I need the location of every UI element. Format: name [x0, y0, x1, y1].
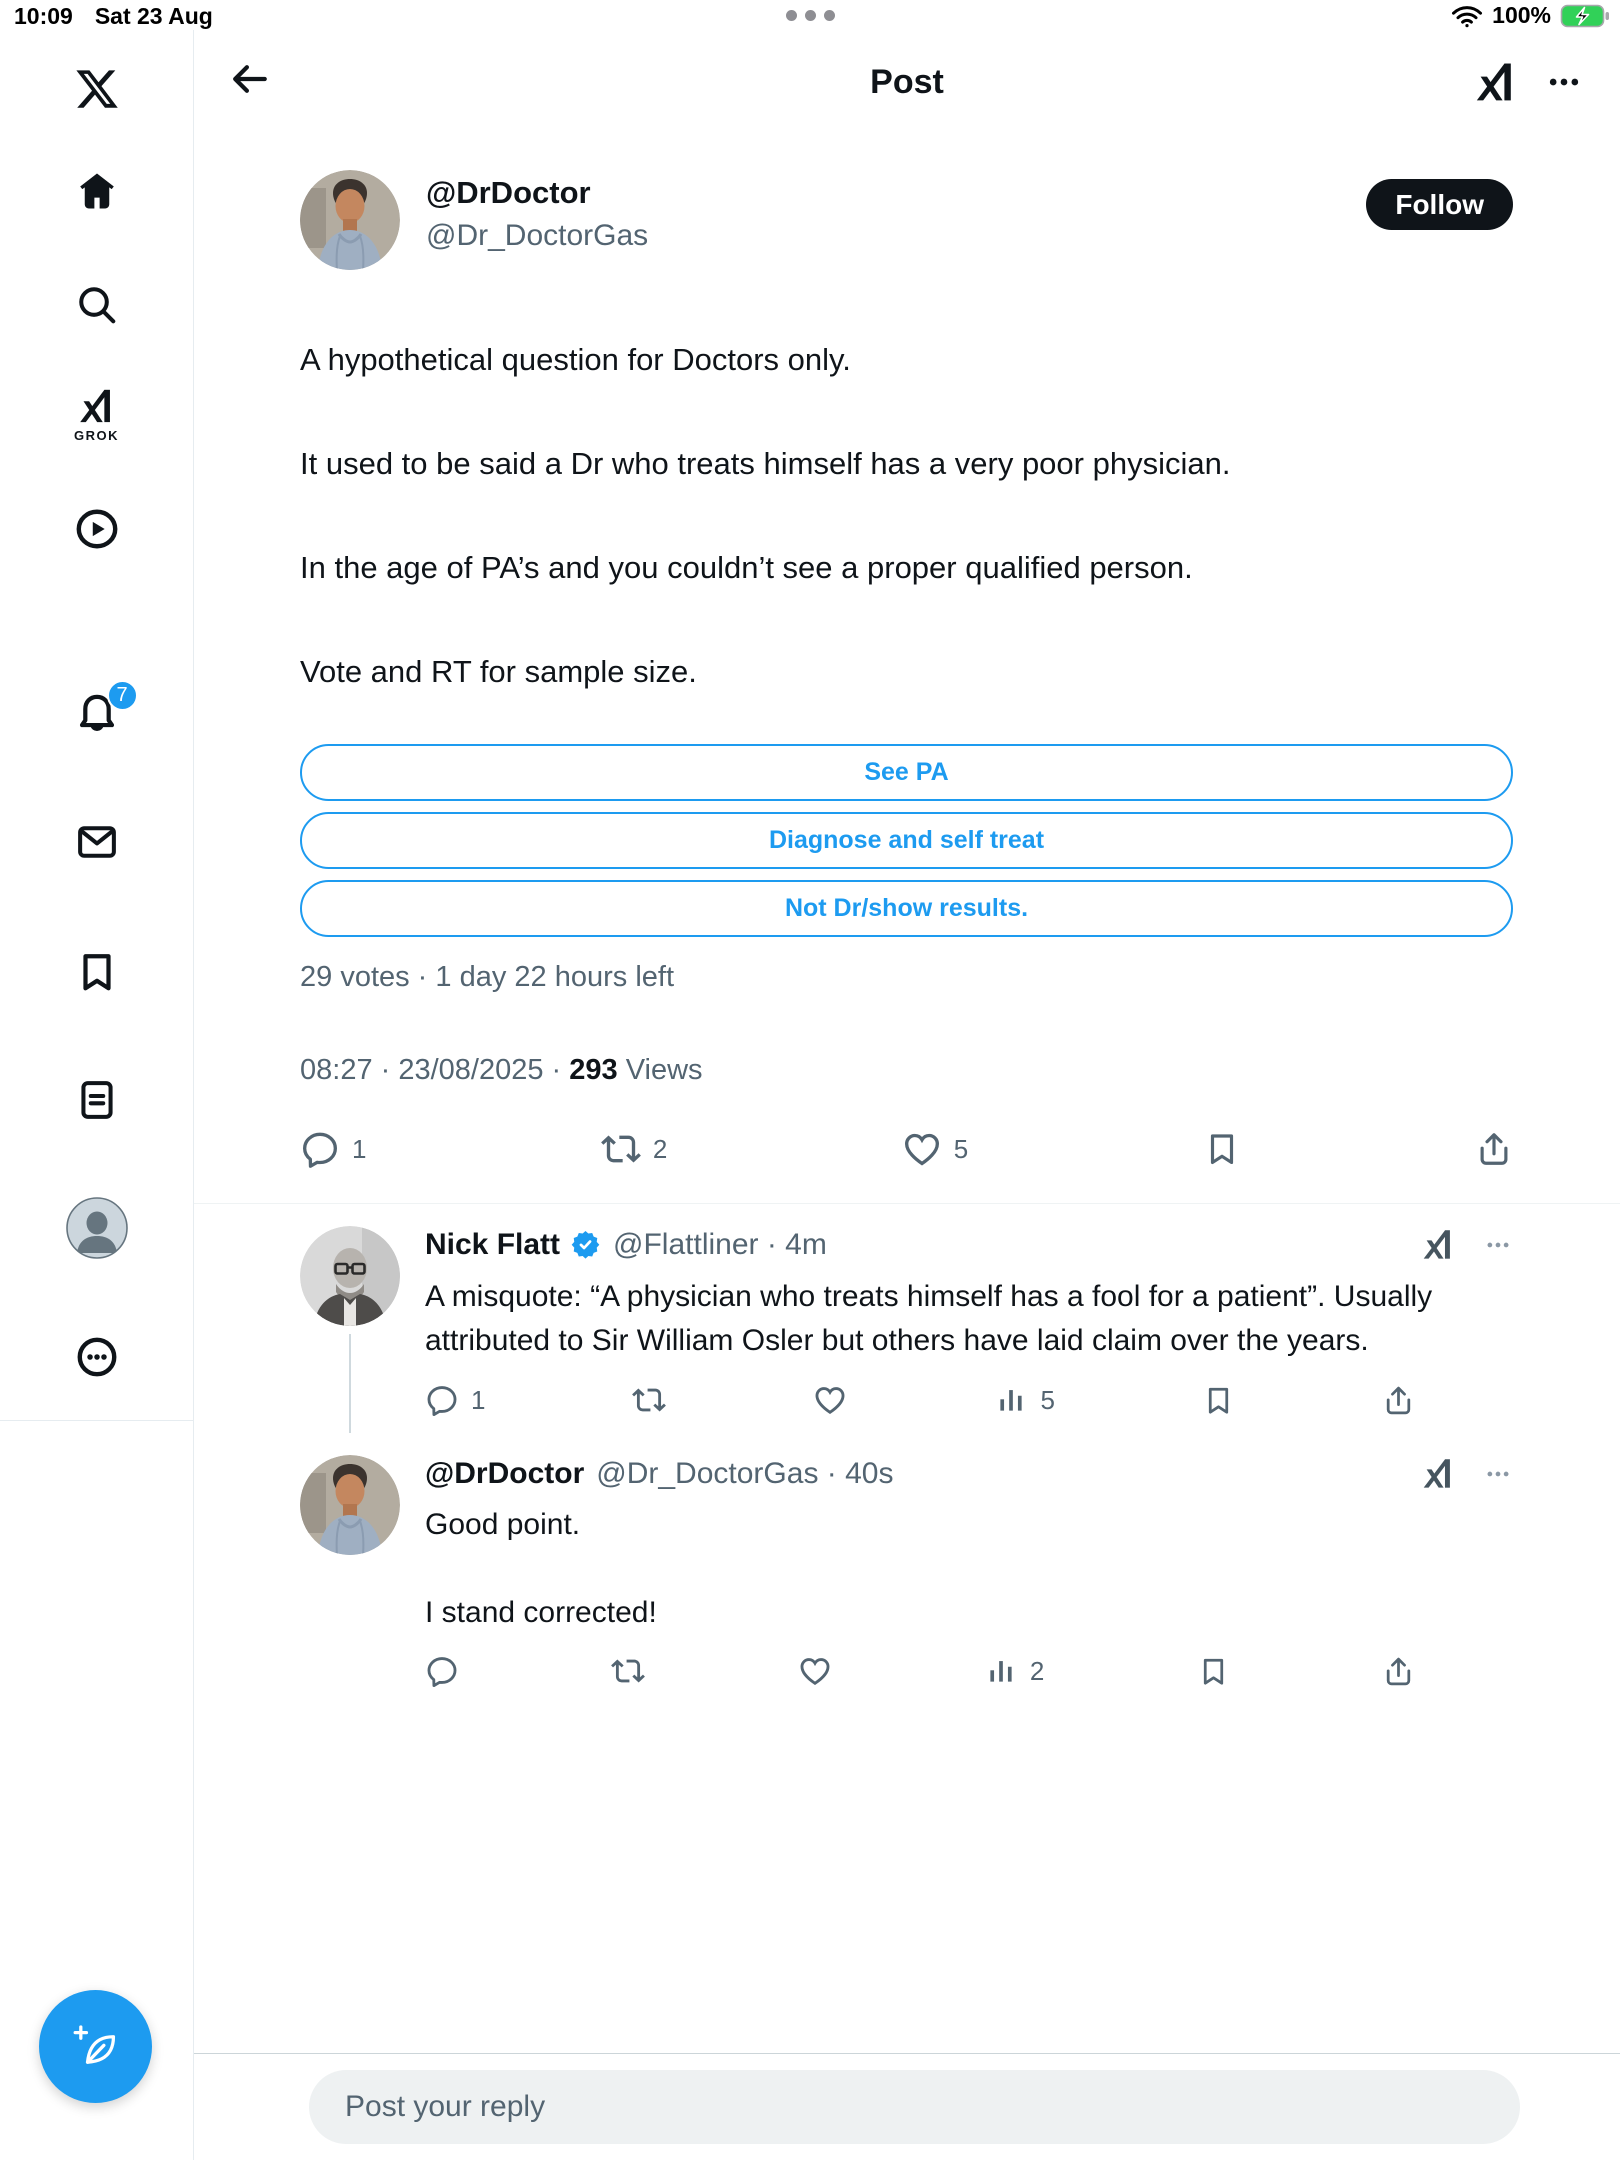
reply-author-handle[interactable]: @Flattliner · 4m — [613, 1227, 827, 1261]
more-options-icon[interactable] — [1483, 1230, 1513, 1260]
poll-option-show-results[interactable]: Not Dr/show results. — [300, 880, 1513, 937]
more-options-icon[interactable] — [1483, 1459, 1513, 1489]
post-action-bar — [300, 1129, 1513, 1169]
views-button[interactable] — [984, 1654, 1044, 1688]
profile-avatar[interactable] — [0, 1197, 193, 1259]
post-paragraph: It used to be said a Dr who treats himself has a very poor physician. — [300, 446, 1231, 481]
reply-count: 1 — [471, 1384, 486, 1415]
search-icon[interactable] — [0, 284, 193, 326]
reply-author-name[interactable]: Nick Flatt — [425, 1227, 561, 1261]
follow-button[interactable]: Follow — [1366, 179, 1513, 230]
post-detail-header — [194, 30, 1620, 134]
share-button[interactable] — [1475, 1130, 1513, 1168]
author-handle[interactable]: @Dr_DoctorGas — [426, 219, 649, 252]
reply-count: 1 — [352, 1133, 367, 1164]
author-display-name[interactable]: @DrDoctor — [426, 175, 591, 210]
reply-button[interactable] — [425, 1383, 485, 1417]
author-avatar[interactable] — [300, 170, 400, 270]
reply-button[interactable] — [300, 1129, 366, 1169]
reply-composer-bar — [194, 2053, 1620, 2159]
compose-post-button[interactable] — [39, 1990, 152, 2103]
battery-percent: 100% — [1492, 2, 1551, 28]
reply-action-bar — [425, 1383, 1415, 1417]
repost-button[interactable] — [632, 1383, 666, 1417]
grok-label: GROK — [74, 428, 119, 443]
notifications-icon[interactable] — [0, 684, 193, 736]
home-icon[interactable] — [0, 170, 193, 212]
post-paragraph: In the age of PA’s and you couldn’t see a proper qualified person. — [300, 550, 1193, 585]
x-logo[interactable] — [0, 66, 193, 112]
repost-button[interactable] — [601, 1129, 667, 1169]
like-button[interactable] — [902, 1129, 968, 1169]
reply-drdoctor — [194, 1433, 1620, 1704]
post-detail-view — [194, 30, 1620, 2160]
bookmark-button[interactable] — [1202, 1384, 1235, 1417]
post-paragraph: Vote and RT for sample size. — [300, 654, 697, 689]
grok-actions-icon[interactable] — [1420, 1226, 1457, 1263]
reply-author-avatar[interactable] — [300, 1455, 400, 1555]
page-title: Post — [870, 63, 944, 101]
bookmarks-icon[interactable] — [0, 949, 193, 995]
view-count: 5 — [1040, 1384, 1055, 1415]
verified-badge-icon — [570, 1229, 601, 1260]
left-navigation-rail — [0, 30, 194, 2160]
more-options-icon[interactable] — [1544, 62, 1584, 102]
thread-connector-line — [349, 1334, 351, 1433]
battery-charging-icon — [1560, 3, 1610, 29]
wifi-icon — [1451, 4, 1483, 28]
sidebar-divider — [0, 1420, 193, 1421]
repost-button[interactable] — [611, 1654, 645, 1688]
poll-meta: 29 votes · 1 day 22 hours left — [300, 961, 674, 993]
video-icon[interactable] — [0, 506, 193, 552]
grok-header-icon[interactable] — [1472, 58, 1520, 106]
date: Sat 23 Aug — [94, 3, 213, 29]
like-count: 5 — [953, 1133, 969, 1164]
post-timestamp — [300, 1054, 1513, 1087]
reply-text — [425, 1504, 1513, 1634]
lists-icon[interactable] — [0, 1078, 193, 1122]
reply-paragraph: Good point. — [425, 1508, 581, 1541]
views-count: 293 — [569, 1054, 618, 1086]
reply-action-bar — [425, 1654, 1415, 1688]
bookmark-button[interactable] — [1203, 1130, 1241, 1168]
poll-option-self-treat[interactable]: Diagnose and self treat — [300, 812, 1513, 869]
poll-option-see-pa[interactable]: See PA — [300, 744, 1513, 801]
messages-icon[interactable] — [0, 820, 193, 864]
views-label: Views — [617, 1054, 703, 1086]
multitask-dots-icon — [0, 10, 1620, 21]
repost-count: 2 — [652, 1133, 668, 1164]
reply-nick-flatt — [194, 1204, 1620, 1433]
view-count: 2 — [1029, 1655, 1045, 1686]
main-post — [194, 134, 1620, 1169]
reply-author-handle[interactable]: @Dr_DoctorGas · 40s — [596, 1456, 894, 1490]
share-button[interactable] — [1382, 1384, 1415, 1417]
share-button[interactable] — [1382, 1655, 1415, 1688]
like-button[interactable] — [798, 1654, 832, 1688]
status-bar — [0, 0, 1620, 30]
notification-badge: 7 — [107, 680, 138, 711]
views-button[interactable] — [994, 1383, 1054, 1417]
post-paragraph: A hypothetical question for Doctors only. — [300, 342, 851, 377]
clock: 10:09 — [14, 3, 73, 29]
reply-author-name[interactable]: @DrDoctor — [425, 1456, 585, 1490]
post-text — [300, 340, 1513, 692]
bookmark-button[interactable] — [1197, 1655, 1230, 1688]
reply-paragraph: I stand corrected! — [425, 1596, 657, 1629]
more-icon[interactable] — [0, 1335, 193, 1379]
reply-input[interactable] — [309, 2070, 1520, 2144]
poll — [300, 744, 1513, 937]
reply-button[interactable] — [425, 1654, 459, 1688]
grok-icon[interactable] — [0, 385, 193, 443]
like-button[interactable] — [813, 1383, 847, 1417]
reply-text: A misquote: “A physician who treats himself has a fool for a patient”. Usually attributed to Sir William Osler but others have laid claim over the years. — [425, 1280, 1433, 1357]
reply-author-avatar[interactable] — [300, 1226, 400, 1326]
timestamp-text: 08:27 · 23/08/2025 · — [300, 1054, 570, 1086]
grok-actions-icon[interactable] — [1420, 1455, 1457, 1492]
